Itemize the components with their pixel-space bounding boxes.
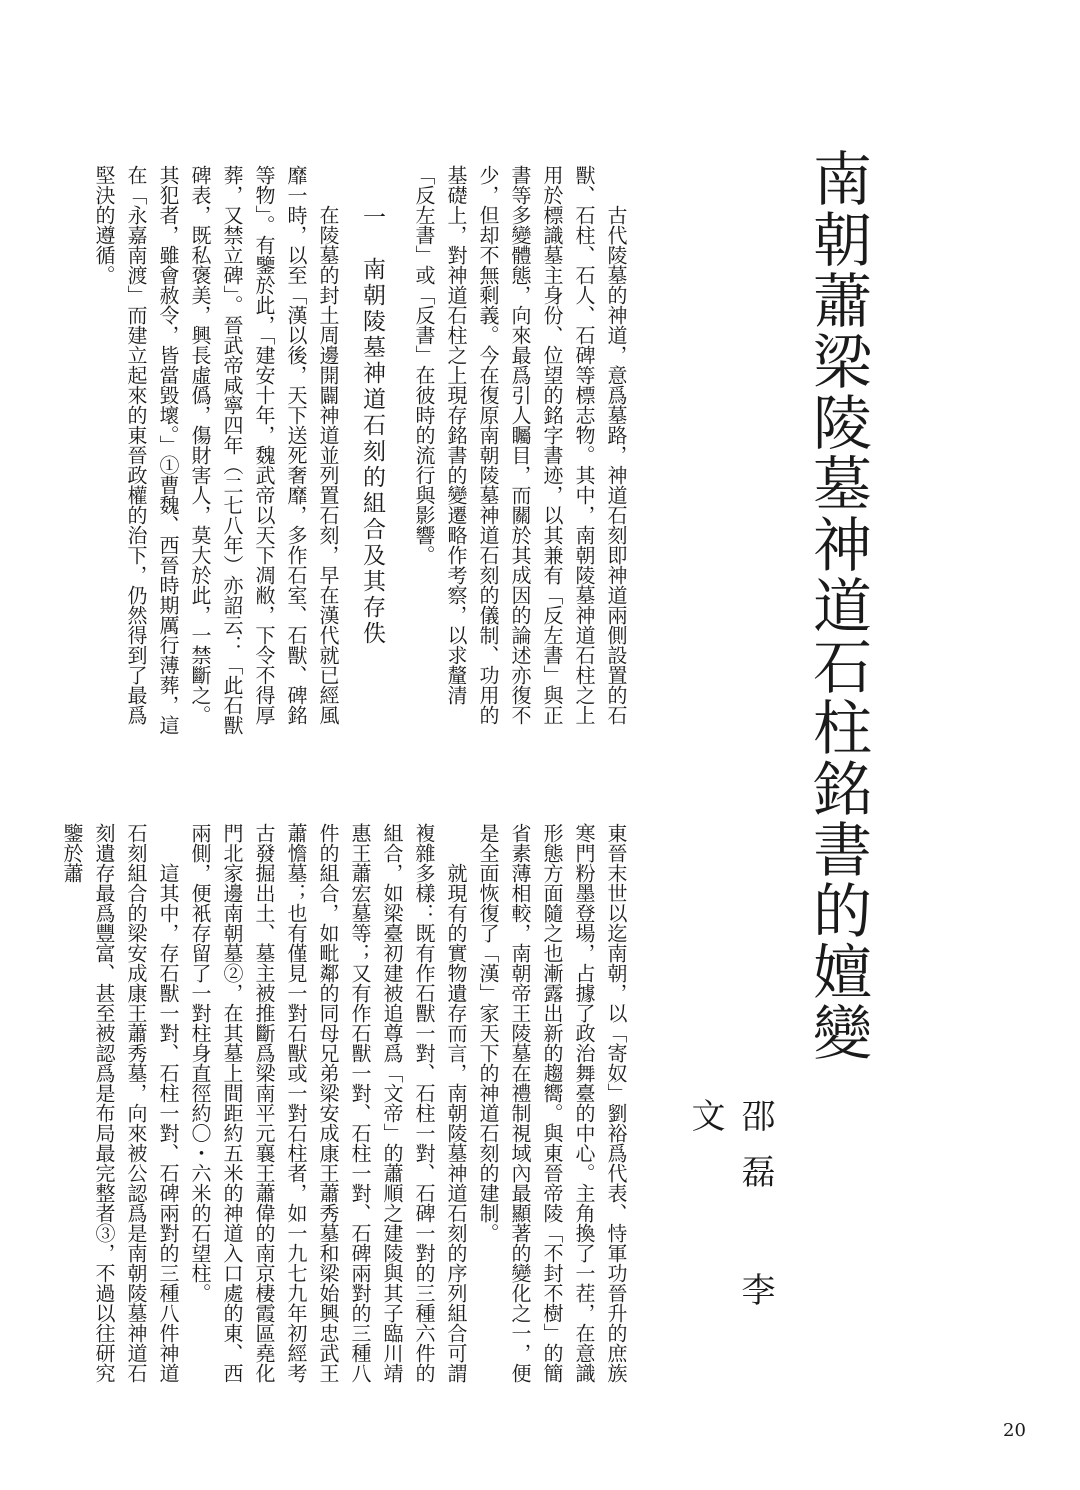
paragraph-3: 這其中，存石獸一對、石柱一對、石碑兩對的三種八件神道石刻組合的梁安成康王蕭秀墓，向來被公認爲是南朝陵墓神道石刻遺存最爲豐富、甚至被認爲是布局最完整者③，不過以往研究鑒於蕭	[60, 823, 180, 1383]
lower-body-block	[60, 823, 632, 1401]
section-heading: 一 南朝陵墓神道石刻的組合及其存佚	[359, 205, 385, 647]
section-body-block	[92, 165, 344, 743]
article-title: 南朝蕭梁陵墓神道石柱銘書的嬗變	[803, 148, 872, 1063]
intro-paragraph: 古代陵墓的神道，意爲墓路，神道石刻即神道兩側設置的石獸、石柱、石人、石碑等標志物。其中，南朝陵墓神道石柱之上用於標識墓主身份、位望的銘字書迹，以其兼有「反左書」與正書等多變體態，向來最爲引人矚目，而關於其成因的論述亦復不少，但却不無剩義。今在復原南朝陵墓神道石刻的儀制、功用的基礎上，對神道石柱之上現存銘書的變遷略作考察，以求釐清「反左書」或「反書」在彼時的流行與影響。	[412, 165, 628, 725]
page-number: 20	[1003, 1420, 1026, 1441]
paragraph-2: 就現有的實物遺存而言，南朝陵墓神道石刻的序列組合可謂複雜多樣：既有作石獸一對、石柱一對、石碑一對的三種六件的組合，如梁臺初建被追尊爲「文帝」的蕭順之建陵與其子臨川靖惠王蕭宏墓等；又有作石獸一對、石柱一對、石碑兩對的三種八件的組合，如毗鄰的同母兄弟梁安成康王蕭秀墓和梁始興忠武王蕭憺墓；也有僅見一對石獸或一對石柱者，如一九七九年初經考古發掘出土、墓主被推斷爲梁南平元襄王蕭偉的南京棲霞區堯化門北家邊南朝墓②，在其墓上間距約五米的神道入口處的東、西兩側，便衹存留了一對柱身直徑約〇・六米的石望柱。	[188, 823, 468, 1383]
intro-block	[414, 165, 632, 743]
section-paragraph: 在陵墓的封土周邊開闢神道並列置石刻，早在漢代就已經風靡一時，以至「漢以後，天下送死奢靡，多作石室、石獸、碑銘等物」。有鑒於此，「建安十年，魏武帝以天下凋敝，下令不得厚葬，又禁立碑」。晉武帝咸寧四年（二七八年）亦詔云：「此石獸碑表，既私褒美，興長虛僞，傷財害人，莫大於此，一禁斷之。其犯者，雖會赦令，皆當毀壞。」①曹魏、西晉時期厲行薄葬，這在「永嘉南渡」而建立起來的東晉政權的治下，仍然得到了最爲堅決的遵循。	[92, 165, 340, 735]
paragraph-1: 東晉末世以迄南朝，以「寄奴」劉裕爲代表、恃軍功晉升的庶族寒門粉墨登場，占據了政治舞臺的中心。主角換了一茬，在意識形態方面隨之也漸露出新的趨嚮。與東晉帝陵「不封不樹」的簡省素薄相較，南朝帝王陵墓在禮制視域內最顯著的變化之一，便是全面恢復了「漢」家天下的神道石刻的建制。	[476, 823, 628, 1383]
author-byline: 邵磊 李文	[685, 1098, 775, 1328]
